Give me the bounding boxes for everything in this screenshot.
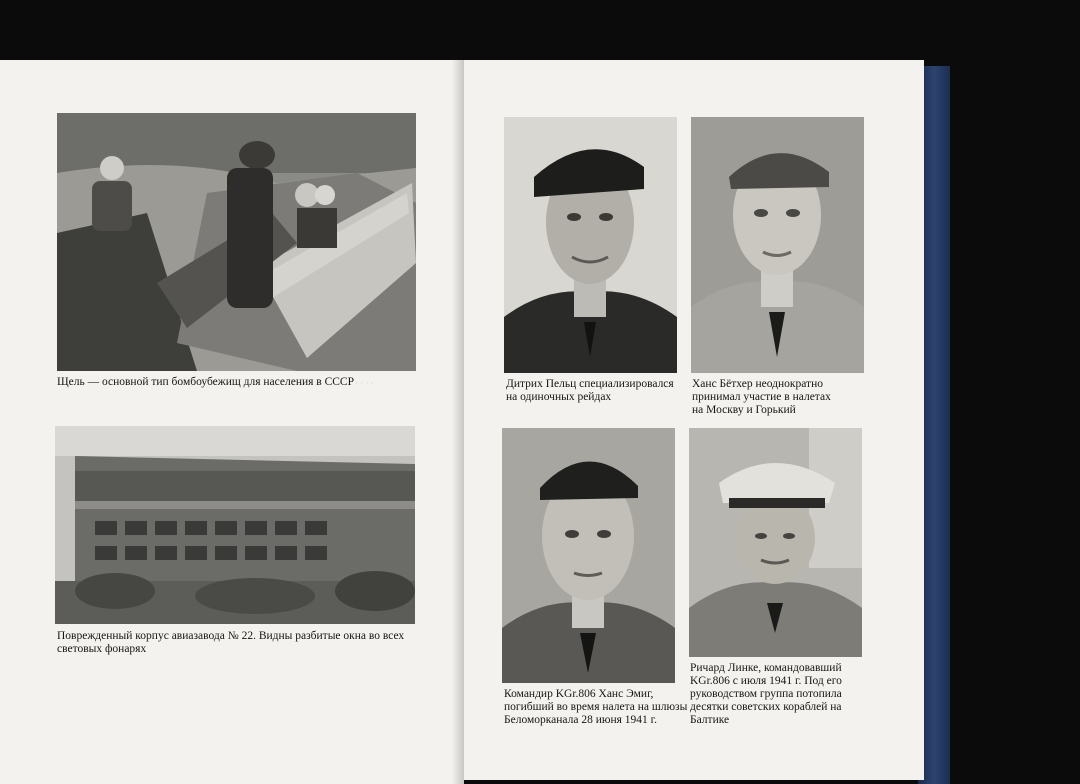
emig-caption-line-2: погибший во время налета на шлюзы [504, 701, 688, 713]
linke-caption-line-3: руководством группа потопила [690, 688, 842, 700]
linke-portrait [689, 428, 862, 657]
linke-caption-line-1: Ричард Линке, командовавший [690, 662, 842, 674]
peltz-portrait [504, 117, 677, 373]
peltz-caption-line-2: на одиночных рейдах [506, 391, 612, 403]
linke-caption-line-5: Балтике [690, 714, 730, 726]
linke-caption-line-4: десятки советских кораблей на [690, 701, 842, 713]
shelter-photo [57, 113, 416, 371]
boetcher-caption-line-1: Ханс Бётхер неоднократно [692, 378, 823, 390]
linke-caption-line-2: KGr.806 с июля 1941 г. Под его [690, 675, 842, 687]
bleed-through-text: · · · · [355, 378, 374, 388]
factory-photo [55, 426, 415, 624]
factory-caption-line-2: световых фонарях [57, 643, 147, 655]
shelter-caption: Щель — основной тип бомбоубежищ для населения в СССР [57, 376, 355, 388]
emig-caption-line-3: Беломорканала 28 июня 1941 г. [504, 714, 657, 726]
emig-caption-line-1: Командир KGr.806 Ханс Эмиг, [504, 688, 654, 700]
peltz-caption-line-1: Дитрих Пельц специализировался [506, 378, 674, 390]
emig-portrait [502, 428, 675, 683]
boetcher-portrait [691, 117, 864, 373]
boetcher-caption-line-2: принимал участие в налетах [692, 391, 831, 403]
boetcher-caption-line-3: на Москву и Горький [692, 404, 796, 416]
factory-caption-line-1: Поврежденный корпус авиазавода № 22. Видны разбитые окна во всех [57, 630, 405, 642]
